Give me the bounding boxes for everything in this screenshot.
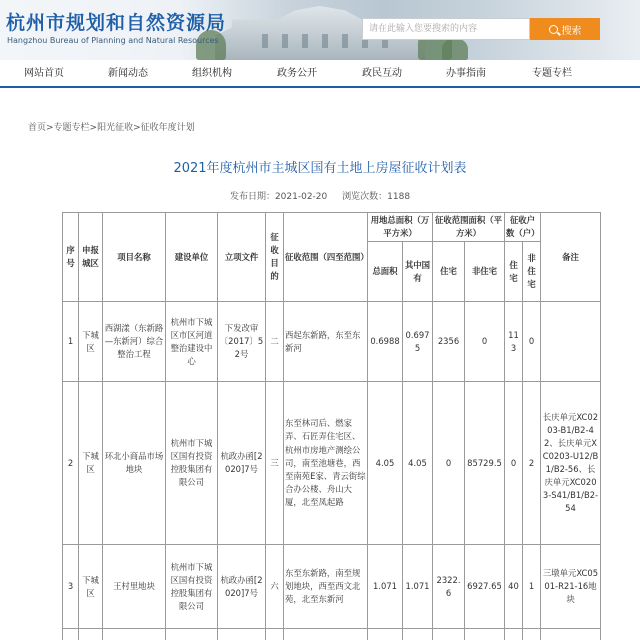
header-hh-nonres: 非住宅 — [523, 242, 541, 302]
header-hh-res: 住宅 — [505, 242, 523, 302]
nav-item-news[interactable]: 新闻动态 — [108, 68, 148, 79]
header-project: 项目名称 — [103, 213, 166, 302]
header-land-total: 总面积 — [368, 242, 403, 302]
cell-hh-nonres: 2 — [523, 382, 541, 545]
cell-approval: 杭政办函[2020]7号 — [218, 382, 266, 545]
cell-house-res: 0 — [433, 382, 465, 545]
header-house-area: 征收范围面积（平方米） — [433, 213, 505, 242]
breadcrumb[interactable]: 首页>专题专栏>阳光征收>征收年度计划 — [28, 123, 195, 133]
cell-land-state: 1.071 — [403, 545, 433, 629]
header-house-nonres: 非住宅 — [465, 242, 505, 302]
site-logo-subtitle: Hangzhou Bureau of Planning and Natural Resources — [7, 36, 219, 45]
expropriation-plan-table — [62, 212, 601, 640]
header-seq: 序号 — [63, 213, 79, 302]
search-button[interactable] — [530, 18, 600, 40]
cell-hh-res: 0 — [505, 382, 523, 545]
cell-hh-res: 113 — [505, 302, 523, 382]
table-row — [63, 382, 601, 545]
main-nav — [0, 60, 640, 88]
header-households: 征收户数（户） — [505, 213, 541, 242]
header-land-area: 用地总面积（万平方米） — [368, 213, 433, 242]
cell-seq: 3 — [63, 545, 79, 629]
table-row — [63, 302, 601, 382]
cell-approval: 杭政办函[2020]7号 — [218, 545, 266, 629]
cell-project: 环北小商品市场地块 — [103, 382, 166, 545]
nav-item-org[interactable]: 组织机构 — [192, 68, 232, 79]
header-approval: 立项文件 — [218, 213, 266, 302]
header-remark: 备注 — [541, 213, 601, 302]
cell-house-res: 2356 — [433, 302, 465, 382]
cell-house-nonres: 6927.65 — [465, 545, 505, 629]
cell-scope: 西起东新路，东至东新河 — [284, 302, 368, 382]
publish-date — [230, 192, 327, 202]
site-logo-title[interactable]: 杭州市规划和自然资源局 — [6, 12, 227, 34]
cell-district: 下城区 — [79, 302, 103, 382]
nav-item-interaction[interactable]: 政民互动 — [362, 68, 402, 79]
article-meta — [0, 189, 640, 202]
nav-item-disclosure[interactable]: 政务公开 — [277, 68, 317, 79]
cell-remark — [541, 302, 601, 382]
cell-house-res: 2322.6 — [433, 545, 465, 629]
nav-item-special[interactable]: 专题专栏 — [532, 68, 572, 79]
publish-date-label: 发布日期： — [229, 192, 275, 202]
table-header-row — [63, 213, 601, 242]
cell-seq: 1 — [63, 302, 79, 382]
cell-unit: 杭州市下城区市区河道整治建设中心 — [166, 302, 218, 382]
view-count-label: 浏览次数： — [342, 192, 388, 202]
search-icon — [549, 25, 558, 34]
cell-unit: 杭州市下城区国有投资控股集团有限公司 — [166, 382, 218, 545]
cell-land-state: 0.6975 — [403, 302, 433, 382]
cell-purpose: 二 — [266, 302, 284, 382]
cell-land-total: 0.6988 — [368, 302, 403, 382]
header-land-state: 其中国有 — [403, 242, 433, 302]
cell-house-nonres: 0 — [465, 302, 505, 382]
cell-project: 西湖漾（东新路—东新河）综合整治工程 — [103, 302, 166, 382]
search-button-label: 搜索 — [561, 25, 582, 37]
cell-scope: 东至林司后、燃家弄、石匠弄住宅区、杭州市房地产测绘公司，南至池塘巷，西至南苑E家、青云街综合办公楼、舟山大厦，北至凤起路 — [284, 382, 368, 545]
cell-seq: 2 — [63, 382, 79, 545]
header-purpose: 征收目的 — [266, 213, 284, 302]
cell-hh-res: 40 — [505, 545, 523, 629]
cell-scope: 东至东新路，南至规划地块，西至西文北苑，北至东新河 — [284, 545, 368, 629]
cell-remark: 长庆单元XC0203-B1/B2-42、长庆单元XC0203-U12/B1/B2-56、长庆单元XC0203-S41/B1/B2-54 — [541, 382, 601, 545]
cell-district: 下城区 — [79, 545, 103, 629]
view-count — [342, 192, 410, 202]
cell-project: 王村里地块 — [103, 545, 166, 629]
cell-land-total: 4.05 — [368, 382, 403, 545]
header-district: 申报城区 — [79, 213, 103, 302]
cell-hh-nonres: 0 — [523, 302, 541, 382]
nav-item-home[interactable]: 网站首页 — [24, 68, 64, 79]
cell-land-total: 1.071 — [368, 545, 403, 629]
cell-district: 下城区 — [79, 382, 103, 545]
cell-purpose: 六 — [266, 545, 284, 629]
table-row — [63, 545, 601, 629]
cell-remark: 三墩单元XC0501-R21-16地块 — [541, 545, 601, 629]
search-input[interactable] — [362, 18, 530, 40]
cell-purpose: 三 — [266, 382, 284, 545]
cell-hh-nonres: 1 — [523, 545, 541, 629]
page-title: 2021年度杭州市主城区国有土地上房屋征收计划表 — [173, 161, 467, 176]
site-header — [0, 0, 640, 60]
cell-approval: 下发改审〔2017〕52号 — [218, 302, 266, 382]
nav-item-guide[interactable]: 办事指南 — [446, 68, 486, 79]
publish-date-value: 2021-02-20 — [274, 192, 328, 202]
header-house-res: 住宅 — [433, 242, 465, 302]
header-unit: 建设单位 — [166, 213, 218, 302]
cell-land-state: 4.05 — [403, 382, 433, 545]
header-scope: 征收范围（四至范围） — [284, 213, 368, 302]
cell-unit: 杭州市下城区国有投资控股集团有限公司 — [166, 545, 218, 629]
cell-house-nonres: 85729.5 — [465, 382, 505, 545]
view-count-value: 1188 — [387, 192, 411, 202]
table-row-partial — [63, 629, 601, 640]
